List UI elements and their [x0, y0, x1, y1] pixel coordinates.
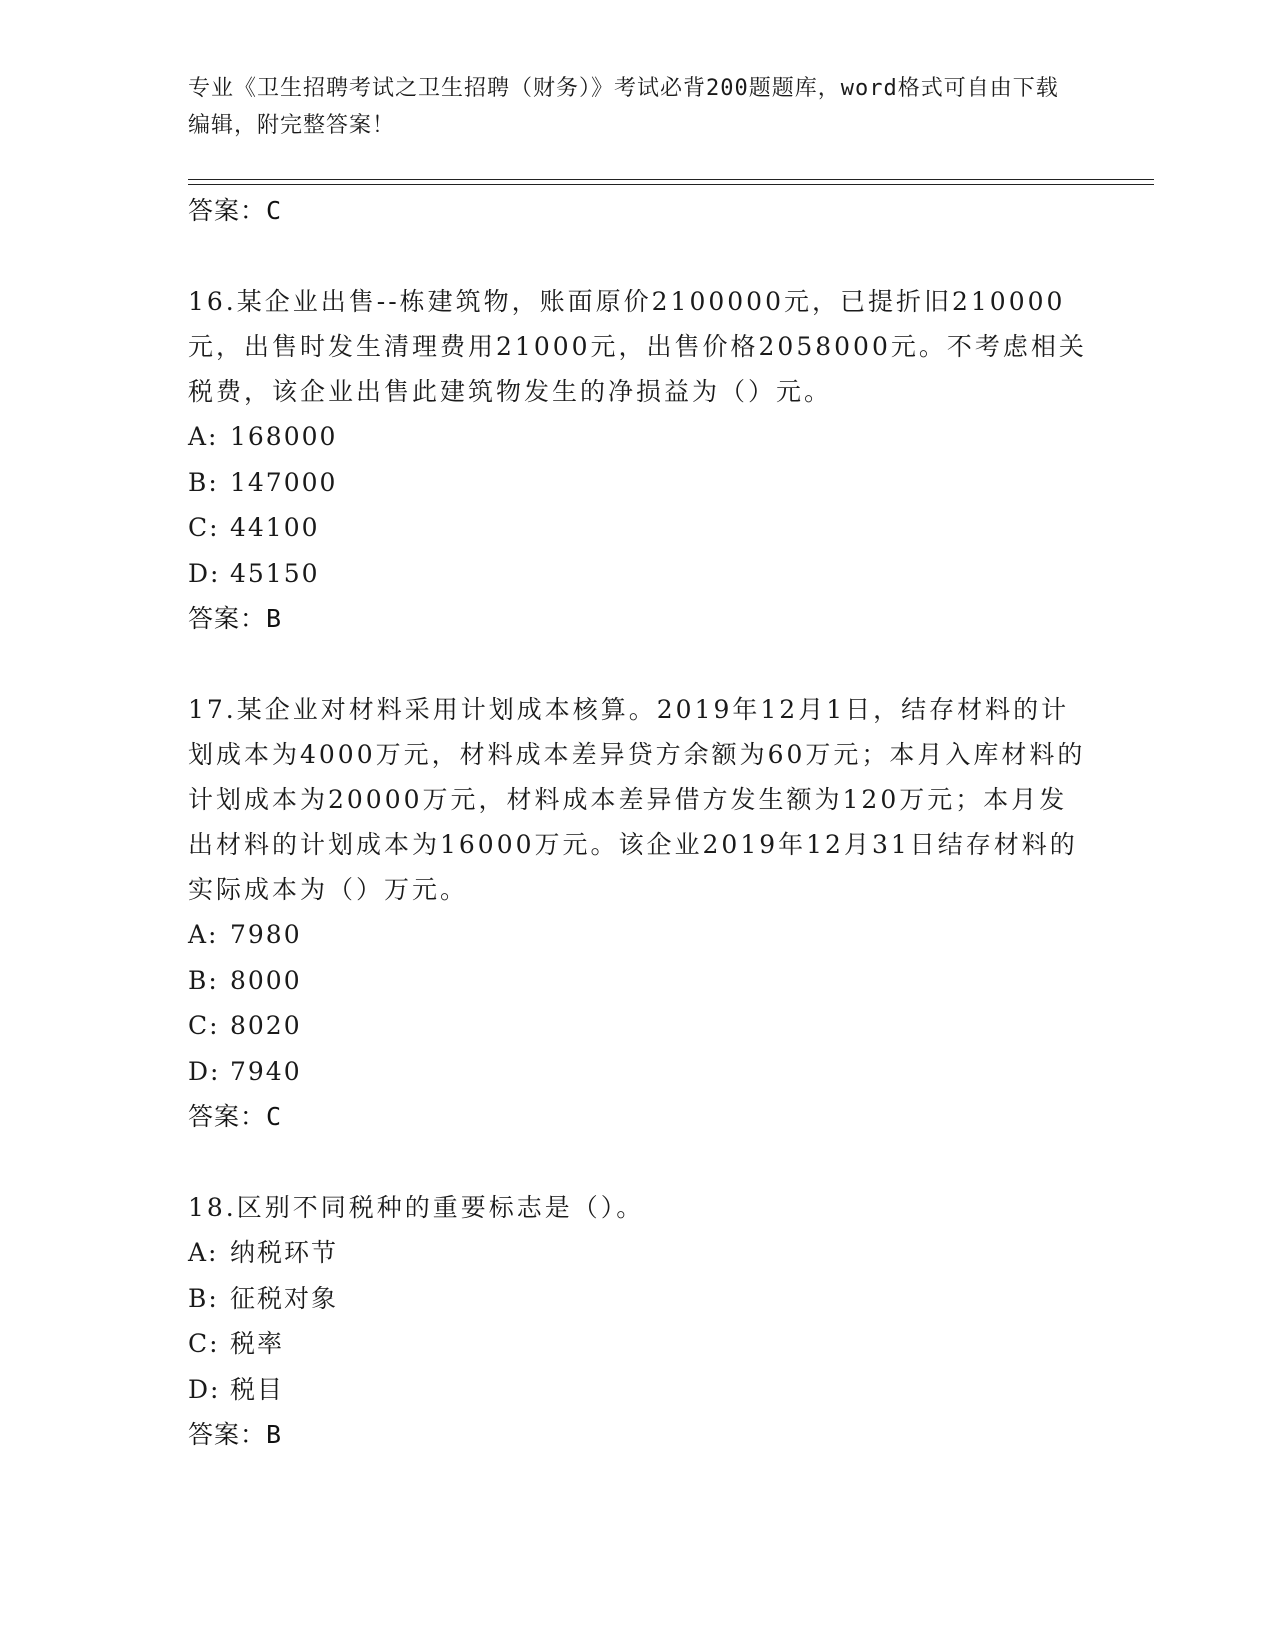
option-letter: B: [188, 467, 219, 497]
option-a [188, 912, 1088, 958]
option-letter: C: [188, 513, 220, 542]
question-16 [188, 279, 1088, 642]
document-header: 专业《卫生招聘考试之卫生招聘（财务）》考试必背200题题库，word格式可自由下载编辑，附完整答案！ [188, 76, 1059, 138]
option-text: 147000 [230, 467, 338, 497]
option-text: 45150 [230, 558, 320, 588]
question-stem: 18.区别不同税种的重要标志是（）。 [188, 1193, 645, 1222]
option-letter: B: [188, 1283, 219, 1313]
option-text: 纳税环节 [230, 1238, 339, 1267]
option-text: 44100 [230, 513, 320, 542]
option-text: 征税对象 [230, 1283, 339, 1313]
spacer [188, 642, 1088, 687]
option-c [188, 505, 1088, 551]
spacer [188, 1140, 1088, 1185]
question-stem: 16.某企业出售--栋建筑物，账面原价2100000元，已提折旧210000元，出售时发生清理费用21000元，出售价格2058000元。不考虑相关税费，该企业出售此建筑物发生的净损益为（）元。 [188, 287, 1087, 406]
option-letter: D: [188, 1374, 221, 1404]
option-text: 8020 [230, 1011, 302, 1040]
question-17 [188, 687, 1088, 1140]
answer: 答案：C [188, 1102, 283, 1131]
option-letter: D: [188, 558, 221, 588]
option-text: 8000 [230, 965, 302, 995]
option-letter: B: [188, 965, 219, 995]
option-letter: A: [188, 920, 219, 949]
question-list [188, 188, 1088, 1458]
answer-q15: 答案：C [188, 196, 283, 225]
option-letter: C: [188, 1011, 220, 1040]
option-a [188, 414, 1088, 460]
header-rule-bottom [188, 184, 1154, 185]
option-d [188, 1367, 1088, 1413]
answer: 答案：B [188, 604, 283, 633]
option-text: 税目 [230, 1374, 285, 1404]
option-c [188, 1003, 1088, 1049]
question-18 [188, 1185, 1088, 1458]
option-d [188, 551, 1088, 597]
option-b [188, 1276, 1088, 1322]
option-letter: D: [188, 1056, 221, 1086]
option-text: 税率 [230, 1329, 285, 1358]
option-letter: A: [188, 1238, 219, 1267]
option-c [188, 1321, 1088, 1367]
option-text: 7940 [230, 1056, 302, 1086]
option-a [188, 1230, 1088, 1276]
answer: 答案：B [188, 1420, 283, 1449]
question-stem: 17.某企业对材料采用计划成本核算。2019年12月1日，结存材料的计划成本为4000万元，材料成本差异贷方余额为60万元；本月入库材料的计划成本为20000万元，材料成本差异借方发生额为120万元；本月发出材料的计划成本为16000万元。该企业2019年12月31日结存材料的实际成本为（）万元。 [188, 695, 1086, 904]
option-letter: A: [188, 422, 219, 451]
spacer [188, 234, 1088, 279]
option-b [188, 460, 1088, 506]
option-d [188, 1049, 1088, 1095]
option-letter: C: [188, 1329, 220, 1358]
header-rule-top [188, 179, 1154, 180]
option-text: 7980 [230, 920, 302, 949]
option-text: 168000 [230, 422, 338, 451]
option-b [188, 958, 1088, 1004]
